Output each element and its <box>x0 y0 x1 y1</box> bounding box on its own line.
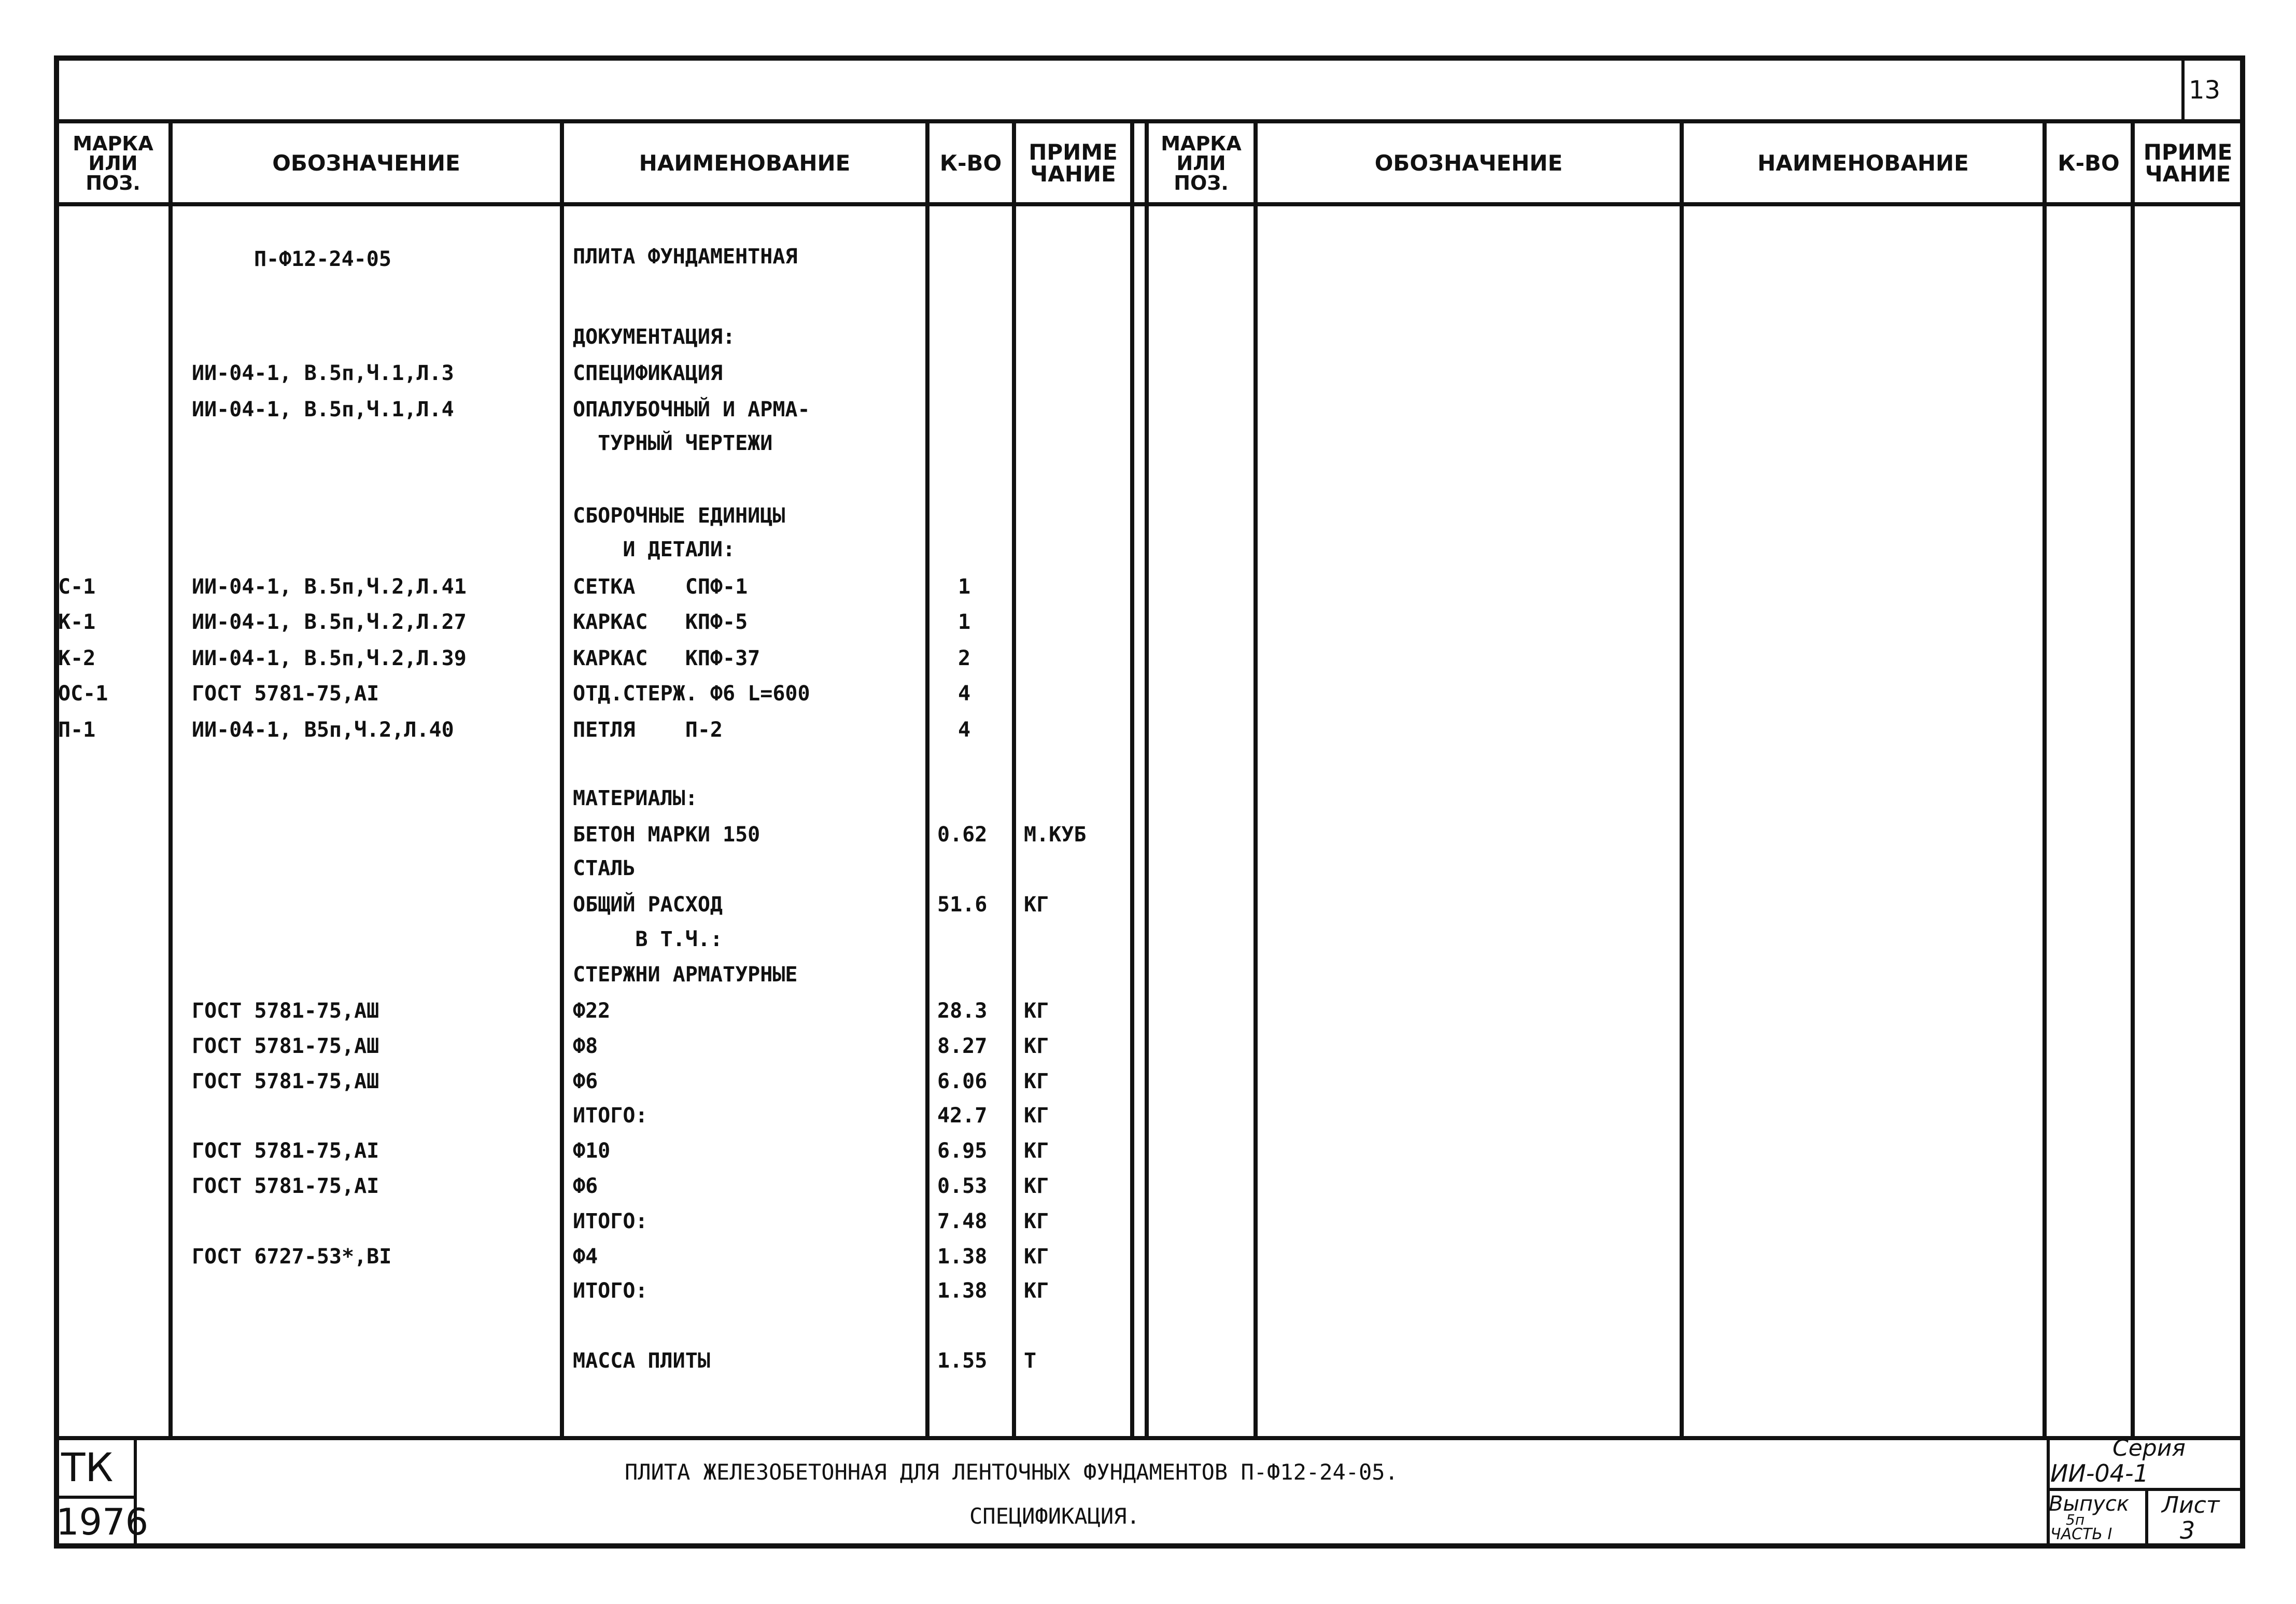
row-designation: ИИ-04-1, В.5п,Ч.2,Л.41 <box>192 575 467 599</box>
row-designation: ГОСТ 5781-75,АI <box>192 1139 379 1163</box>
row-qty: 0.62 <box>937 823 988 847</box>
row-note: КГ <box>1024 1245 1049 1269</box>
row-qty: 4 <box>958 718 971 742</box>
row-note: КГ <box>1024 893 1049 917</box>
row-designation: ГОСТ 5781-75,АI <box>192 682 379 706</box>
right-header-name: НАИМЕНОВАНИЕ <box>1757 150 1969 176</box>
row-qty: 2 <box>958 646 971 670</box>
row-designation: ИИ-04-1, В5п,Ч.2,Л.40 <box>192 718 454 742</box>
row-note: КГ <box>1024 1279 1049 1303</box>
row-name: СБОРОЧНЫЕ ЕДИНИЦЫ <box>573 504 785 528</box>
row-qty: 1.38 <box>937 1279 988 1303</box>
row-name: В Т.Ч.: <box>573 927 723 951</box>
row-name: Ф8 <box>573 1034 598 1058</box>
right-header-mark: МАРКА ИЛИ ПОЗ. <box>1161 132 1242 194</box>
right-col-line-2 <box>1680 122 1684 1439</box>
left-col-line-2 <box>560 122 564 1439</box>
sheet-number: 13 <box>2189 76 2221 105</box>
row-name: Ф4 <box>573 1245 598 1269</box>
left-col-line-5 <box>1130 122 1134 1439</box>
row-name: МАССА ПЛИТЫ <box>573 1349 710 1373</box>
header-bottom-line <box>54 202 2245 206</box>
row-name: ОТД.СТЕРЖ. Ф6 L=600 <box>573 682 810 706</box>
row-name: СТАЛЬ <box>573 856 636 880</box>
series-value: ИИ-04-1 <box>2050 1459 2149 1487</box>
row-name: Ф6 <box>573 1070 598 1093</box>
row-note: КГ <box>1024 1209 1049 1233</box>
left-header-qty: К-ВО <box>939 150 1002 176</box>
row-name: КАРКАС КПФ-37 <box>573 646 760 670</box>
row-designation: ИИ-04-1, В.5п,Ч.1,Л.3 <box>192 361 454 385</box>
left-col-line-4 <box>1012 122 1016 1439</box>
issue-value: 5п <box>2066 1511 2085 1528</box>
stamp-top-line <box>54 1436 2245 1440</box>
top-strip-line <box>54 119 2245 123</box>
right-header-note: ПРИМЕ ЧАНИЕ <box>2143 139 2233 187</box>
row-mark: ОС-1 <box>58 682 108 706</box>
row-name: ИТОГО: <box>573 1279 648 1303</box>
row-mark: К-1 <box>58 610 96 634</box>
row-designation: П-Ф12-24-05 <box>254 247 391 271</box>
sheet-number-divider <box>2181 55 2185 122</box>
left-header-name: НАИМЕНОВАНИЕ <box>639 150 851 176</box>
row-qty: 42.7 <box>937 1104 988 1128</box>
sheet-label: Лист <box>2162 1492 2220 1518</box>
right-header-qty: К-ВО <box>2058 150 2120 176</box>
row-designation: ГОСТ 5781-75,АШ <box>192 1034 379 1058</box>
row-designation: ГОСТ 6727-53*,ВI <box>192 1245 392 1269</box>
row-qty: 8.27 <box>937 1034 988 1058</box>
middle-gap-line <box>1145 122 1149 1439</box>
row-designation: ИИ-04-1, В.5п,Ч.2,Л.27 <box>192 610 467 634</box>
row-name: ИТОГО: <box>573 1104 648 1128</box>
drawing-title-line1: ПЛИТА ЖЕЛЕЗОБЕТОННАЯ ДЛЯ ЛЕНТОЧНЫХ ФУНДАМЕНТОВ П-Ф12-24-05. <box>625 1459 1398 1485</box>
row-note: КГ <box>1024 1139 1049 1163</box>
row-name: ДОКУМЕНТАЦИЯ: <box>573 325 736 349</box>
row-designation: ГОСТ 5781-75,АШ <box>192 1070 379 1093</box>
row-qty: 7.48 <box>937 1209 988 1233</box>
row-note: КГ <box>1024 1034 1049 1058</box>
row-name: ПЛИТА ФУНДАМЕНТНАЯ <box>573 245 798 269</box>
row-qty: 1 <box>958 610 971 634</box>
row-mark: С-1 <box>58 575 96 599</box>
row-name: Ф22 <box>573 999 611 1023</box>
row-designation: ИИ-04-1, В.5п,Ч.1,Л.4 <box>192 398 454 421</box>
left-header-designation: ОБОЗНАЧЕНИЕ <box>272 150 460 176</box>
row-name: Ф6 <box>573 1174 598 1198</box>
row-name: ОБЩИЙ РАСХОД <box>573 893 723 917</box>
right-header-designation: ОБОЗНАЧЕНИЕ <box>1374 150 1563 176</box>
row-qty: 6.06 <box>937 1070 988 1093</box>
row-name: ПЕТЛЯ П-2 <box>573 718 723 742</box>
stamp-left-mid-line <box>54 1496 136 1499</box>
year-label: 1976 <box>56 1501 149 1543</box>
drawing-frame <box>54 55 2245 1549</box>
row-qty: 4 <box>958 682 971 706</box>
row-name: БЕТОН МАРКИ 150 <box>573 823 760 847</box>
row-mark: П-1 <box>58 718 96 742</box>
row-name: Ф10 <box>573 1139 611 1163</box>
row-name: И ДЕТАЛИ: <box>573 538 736 561</box>
row-qty: 1.55 <box>937 1349 988 1373</box>
row-qty: 6.95 <box>937 1139 988 1163</box>
row-note: КГ <box>1024 1070 1049 1093</box>
issue-label: Выпуск <box>2049 1492 2129 1516</box>
row-name: КАРКАС КПФ-5 <box>573 610 748 634</box>
row-name: МАТЕРИАЛЫ: <box>573 786 698 810</box>
part-value: ЧАСТЬ I <box>2050 1525 2112 1543</box>
row-note: КГ <box>1024 1104 1049 1128</box>
row-name: СТЕРЖНИ АРМАТУРНЫЕ <box>573 963 798 987</box>
row-qty: 28.3 <box>937 999 988 1023</box>
row-qty: 0.53 <box>937 1174 988 1198</box>
row-qty: 1 <box>958 575 971 599</box>
row-note: М.КУБ <box>1024 823 1087 847</box>
row-designation: ИИ-04-1, В.5п,Ч.2,Л.39 <box>192 646 467 670</box>
left-col-line-3 <box>925 122 929 1439</box>
row-designation: ГОСТ 5781-75,АШ <box>192 999 379 1023</box>
right-col-line-3 <box>2043 122 2047 1439</box>
drawing-title-line2: СПЕЦИФИКАЦИЯ. <box>969 1503 1140 1529</box>
row-qty: 1.38 <box>937 1245 988 1269</box>
row-note: КГ <box>1024 999 1049 1023</box>
row-name: СПЕЦИФИКАЦИЯ <box>573 361 723 385</box>
right-col-line-4 <box>2131 122 2135 1439</box>
left-header-note: ПРИМЕ ЧАНИЕ <box>1029 139 1118 187</box>
left-header-mark: МАРКА ИЛИ ПОЗ. <box>73 132 153 194</box>
series-label: Серия <box>2112 1435 2186 1461</box>
row-name: СЕТКА СПФ-1 <box>573 575 748 599</box>
right-col-line-1 <box>1253 122 1258 1439</box>
left-col-line-1 <box>168 122 173 1439</box>
row-note: КГ <box>1024 1174 1049 1198</box>
org-label: ТК <box>61 1444 114 1490</box>
row-qty: 51.6 <box>937 893 988 917</box>
row-name: ТУРНЫЙ ЧЕРТЕЖИ <box>573 431 773 455</box>
row-designation: ГОСТ 5781-75,АI <box>192 1174 379 1198</box>
row-mark: К-2 <box>58 646 96 670</box>
sheet-value: 3 <box>2180 1516 2195 1544</box>
sheet-block-left <box>2145 1488 2148 1549</box>
row-name: ИТОГО: <box>573 1209 648 1233</box>
row-note: Т <box>1024 1349 1037 1373</box>
row-name: ОПАЛУБОЧНЫЙ И АРМА- <box>573 398 810 421</box>
